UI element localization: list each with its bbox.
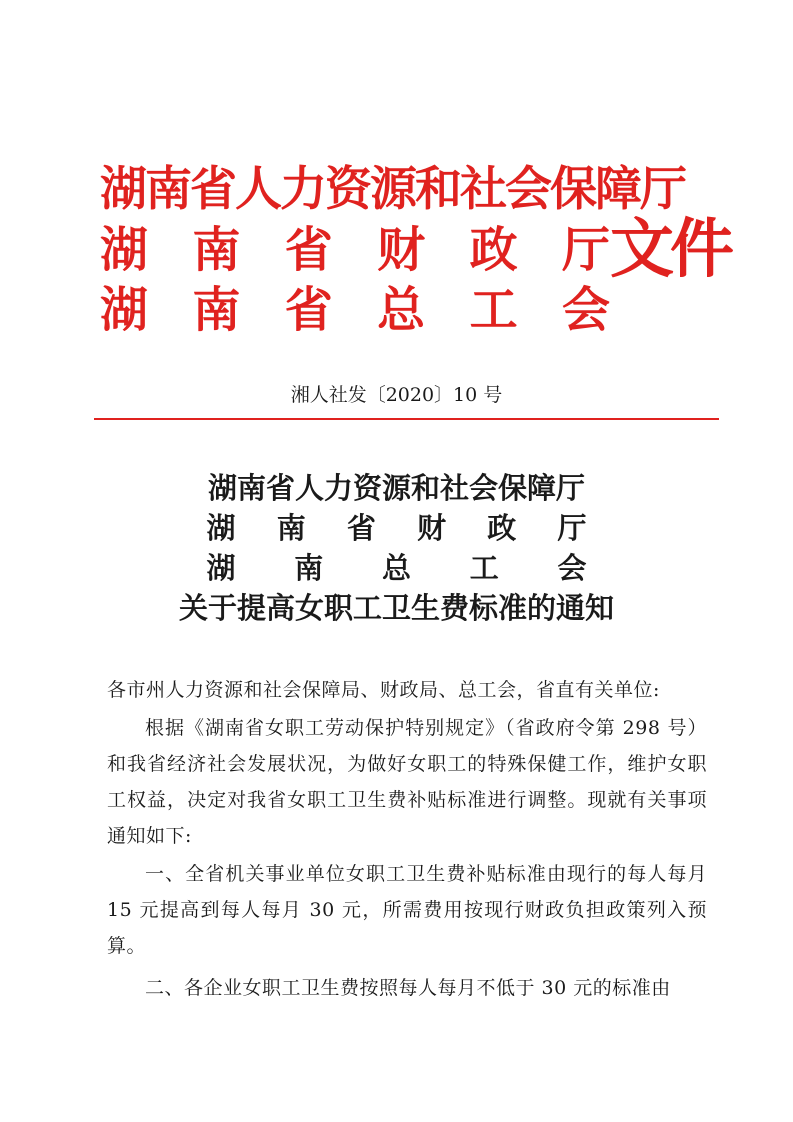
title-issuer-union	[207, 548, 587, 588]
issuer-union-char: 湖	[100, 282, 149, 338]
issuer-finance-char: 省	[284, 222, 333, 278]
title-char: 财	[417, 511, 447, 545]
issuer-union	[100, 280, 610, 340]
title-char: 政	[487, 511, 517, 545]
title-char: 会	[557, 551, 587, 585]
red-divider	[94, 418, 719, 420]
title-char: 总	[381, 551, 411, 585]
title-subject: 关于提高女职工卫生费标准的通知	[178, 591, 614, 625]
issuer-finance-char: 厅	[561, 222, 610, 278]
issuer-union-char: 工	[469, 282, 518, 338]
title-char: 南	[294, 551, 324, 585]
document-title	[0, 468, 793, 628]
issuer-union-char: 南	[192, 282, 241, 338]
title-char: 省	[346, 511, 376, 545]
issuer-union-char: 总	[377, 282, 426, 338]
title-char: 工	[469, 551, 499, 585]
issuer-finance-char: 湖	[100, 222, 149, 278]
issuer-union-char: 会	[561, 282, 610, 338]
paragraph-2: 一、全省机关事业单位女职工卫生费补贴标准由现行的每人每月 15 元提高到每人每月 30 元，所需费用按现行财政负担政策列入预算。	[107, 863, 707, 957]
title-issuer-hrss: 湖南省人力资源和社会保障厅	[207, 471, 585, 505]
issuer-finance-char: 南	[192, 222, 241, 278]
salutation: 各市州人力资源和社会保障局、财政局、总工会，省直有关单位:	[107, 679, 660, 701]
paragraph-1: 根据《湖南省女职工劳动保护特别规定》（省政府令第 298 号）和我省经济社会发展状况，为做好女职工的特殊保健工作，维护女职工权益，决定对我省女职工卫生费补贴标准进行调整。现就有关事项通知如下:	[107, 717, 707, 847]
title-char: 厅	[557, 511, 587, 545]
issuer-finance-char: 财	[377, 222, 426, 278]
title-char: 湖	[206, 511, 236, 545]
title-char: 湖	[206, 551, 236, 585]
paragraph-3: 二、各企业女职工卫生费按照每人每月不低于 30 元的标准由	[145, 977, 671, 999]
issuer-union-char: 省	[284, 282, 333, 338]
issuer-finance-char: 政	[469, 222, 518, 278]
document-number: 湘人社发〔2020〕10 号	[290, 384, 503, 406]
title-issuer-finance	[207, 508, 587, 548]
doc-type-label: 文件	[610, 213, 730, 287]
issuer-hrss: 湖南省人力资源和社会保障厅	[100, 162, 685, 217]
title-char: 南	[276, 511, 306, 545]
issuer-finance	[100, 220, 610, 280]
letterhead	[100, 160, 730, 340]
document-body	[107, 672, 707, 1008]
